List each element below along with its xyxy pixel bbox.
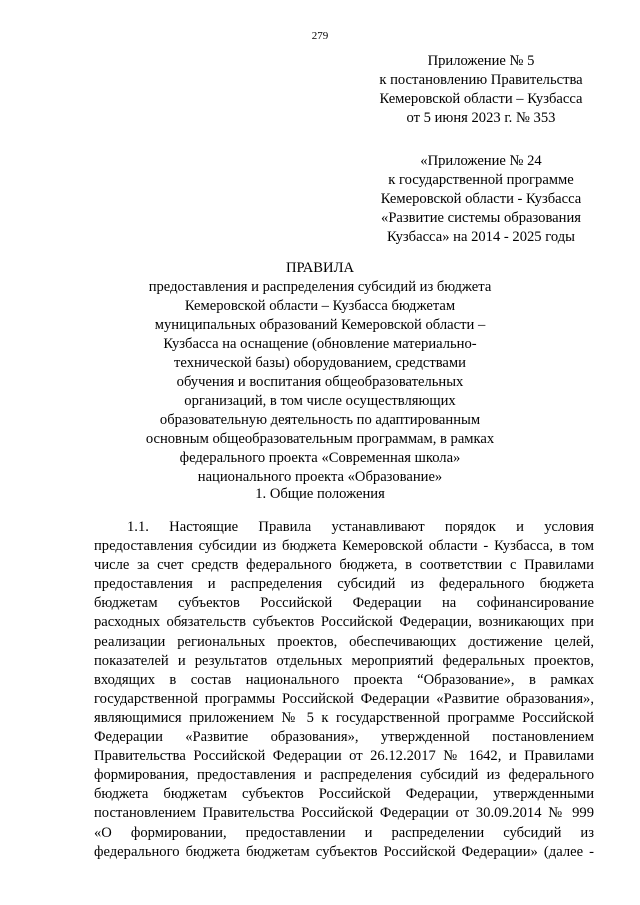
appendix-5-header (356, 52, 606, 128)
title-line: федерального проекта «Современная школа» (179, 450, 461, 466)
appendix-24-line: Кузбасса» на 2014 - 2025 годы (386, 229, 575, 245)
title-heading: ПРАВИЛА (285, 260, 355, 276)
body-line: входящих в состав национального проекта “Образование», в рамках (94, 671, 594, 688)
title-line: образовательную деятельность по адаптированным (159, 412, 481, 428)
appendix-24-line: «Приложение № 24 (420, 153, 542, 169)
body-line: 1.1. Настоящие Правила устанавливают порядок и условия (127, 519, 594, 535)
body-line: бюджетам субъектов Российской Федерации на софинансирование (94, 595, 594, 612)
title-line: Кузбасса на оснащение (обновление материально- (163, 336, 477, 352)
appendix-5-line: Приложение № 5 (427, 53, 535, 69)
appendix-5-line: к постановлению Правительства (379, 72, 583, 88)
body-line: Федерации «Развитие образования», утвержденной постановлением (94, 729, 594, 746)
body-line: формирования, предоставления и распределения субсидий из федерального (94, 767, 594, 784)
title-line: организаций, в том числе осуществляющих (184, 393, 456, 409)
body-line: показателей и результатов отдельных мероприятий федеральных проектов, (94, 652, 594, 669)
title-line: национального проекта «Образование» (197, 469, 443, 485)
body-line: государственной программы Российской Федерации «Развитие образования», (94, 690, 594, 707)
body-line: постановлением Правительства Российской Федерации от 30.09.2014 № 999 (94, 805, 594, 822)
body-paragraph (94, 518, 594, 862)
body-line: расходных обязательств субъектов Российской Федерации, возникающих при (94, 614, 594, 631)
body-line: бюджета бюджетам субъектов Российской Федерации, утвержденными (94, 786, 594, 803)
appendix-24-line: Кемеровской области - Кузбасса (380, 191, 582, 207)
body-line: реализации региональных проектов, обеспечивающих достижение целей, (94, 633, 594, 650)
appendix-24-line: к государственной программе (388, 172, 574, 188)
title-line: обучения и воспитания общеобразовательных (176, 374, 464, 390)
appendix-24-header (356, 152, 606, 247)
body-line: «О формировании, предоставлении и распределении субсидий из (94, 824, 594, 841)
body-line: Правительства Российской Федерации от 26.12.2017 № 1642, и Правилами (94, 748, 594, 765)
document-title (120, 259, 520, 487)
appendix-5-line: от 5 июня 2023 г. № 353 (406, 110, 556, 126)
body-line: предоставления субсидии из бюджета Кемеровской области - Кузбасса, в том (94, 538, 594, 555)
section-heading: 1. Общие положения (255, 486, 385, 502)
title-line: Кемеровской области – Кузбасса бюджетам (184, 298, 456, 314)
body-line: числе за счет средств федерального бюджета, в соответствии с Правилами (94, 557, 594, 574)
page-number: 279 (311, 30, 329, 42)
appendix-24-line: «Развитие системы образования (381, 210, 581, 226)
title-line: муниципальных образований Кемеровской области – (154, 317, 486, 333)
title-line: технической базы) оборудованием, средствами (174, 355, 466, 371)
title-line: основным общеобразовательным программам, в рамках (145, 431, 495, 447)
body-line: являющимися приложением № 5 к государственной программе Российской (94, 709, 594, 726)
appendix-5-line: Кемеровской области – Кузбасса (379, 91, 583, 107)
title-line: предоставления и распределения субсидий из бюджета (148, 279, 492, 295)
body-line: федерального бюджета бюджетам субъектов Российской Федерации» (далее - (94, 843, 594, 860)
body-line: предоставления и распределения субсидий из федерального бюджета (94, 576, 594, 593)
